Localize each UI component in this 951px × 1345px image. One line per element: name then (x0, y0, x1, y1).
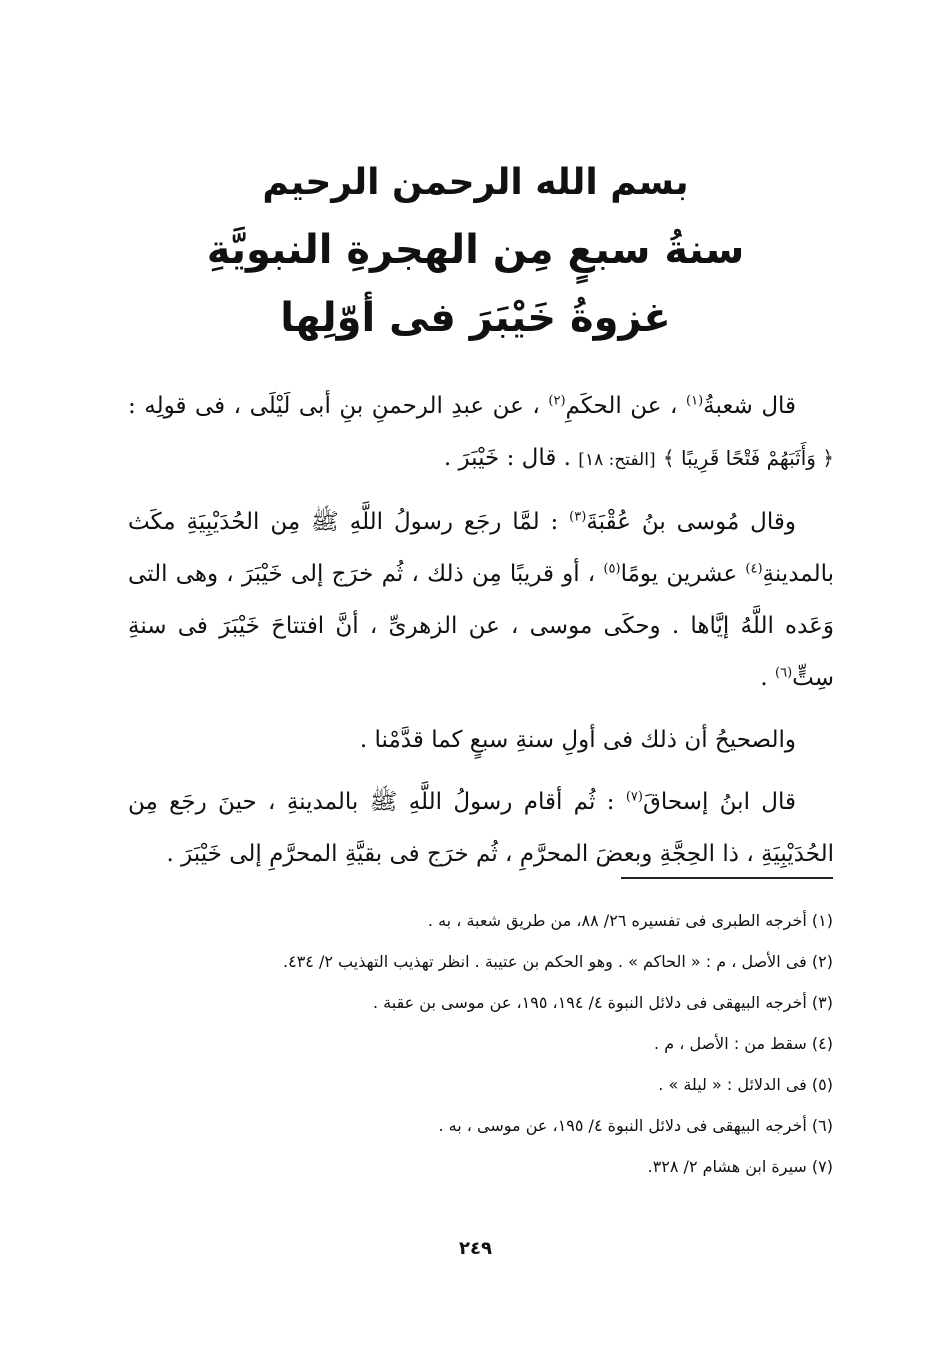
basmala-heading: بسم الله الرحمن الرحيم (262, 162, 689, 203)
footnote-1: (١) أخرجه الطبرى فى تفسيره ٢٦/ ٨٨، من طريق شعبة ، به . (427, 911, 833, 930)
paragraph-4-part-a: قال ابنُ إسحاقَ (642, 789, 797, 815)
page-number: ٢٤٩ (459, 1238, 492, 1259)
footnote-marker-1: (١) (686, 393, 704, 409)
paragraph-2 (128, 496, 834, 704)
paragraph-2-part-b: : لمَّا رجَع رسولُ اللَّهِ ﷺ مِن الحُدَيْبِيَةِ مكَث بالمدينةِ (128, 509, 834, 587)
paragraph-3: والصحيحُ أن ذلك فى أولِ سنةِ سبعٍ كما قدَّمْنا . (359, 727, 796, 753)
paragraph-1-part-c: ، عن عبدِ الرحمنِ بنِ أبى لَيْلَى ، فى قولِه : (128, 393, 540, 419)
footnote-marker-3: (٣) (569, 509, 587, 525)
paragraph-2-part-a: وقال مُوسى بنُ عُقْبَةَ (586, 509, 797, 535)
footnote-divider (621, 877, 833, 879)
paragraph-2-part-e: . (760, 665, 768, 691)
footnote-marker-7: (٧) (625, 789, 643, 805)
verse-reference: [الفتح: ١٨] (578, 450, 656, 470)
paragraph-1-part-a: قال شعبةُ (703, 393, 797, 419)
footnote-marker-6: (٦) (775, 665, 793, 681)
footnote-5: (٥) فى الدلائل : « ليلة » . (658, 1075, 833, 1094)
paragraph-4-part-b: : ثُم أقام رسولُ اللَّهِ ﷺ بالمدينةِ ، حينَ رجَع مِن الحُدَيْبِيَةِ ، ذا الحِجَّةِ وبعضَ المحرَّمِ ، ثُم خرَج فى بقيَّةِ المحرَّمِ إلى خَيْبَرَ . (128, 789, 834, 867)
footnote-2: (٢) فى الأصل ، م : « الحاكم » . وهو الحكم بن عتيبة . انظر تهذيب التهذيب ٢/ ٤٣٤. (283, 952, 833, 971)
headings (0, 150, 951, 352)
paragraph-2-part-d: ، أو قريبًا مِن ذلك ، ثُم خرَج إلى خَيْبَرَ ، وهى التى وَعَده اللَّهُ إيَّاها . وحكَى موسى ، عن الزهرىِّ ، أنَّ افتتاحَ خَيْبَرَ فى سنةِ سِتٍّ (128, 561, 834, 691)
footnote-4: (٤) سقط من : الأصل ، م . (654, 1034, 833, 1053)
footnote-marker-4: (٤) (745, 561, 763, 577)
footnote-marker-2: (٢) (548, 393, 566, 409)
paragraph-1-part-d: . قال : خَيْبَرَ . (443, 445, 571, 471)
footnote-marker-5: (٥) (603, 561, 621, 577)
footnote-3: (٣) أخرجه البيهقى فى دلائل النبوة ٤/ ١٩٤، ١٩٥، عن موسى بن عقبة . (372, 993, 833, 1012)
paragraph-1-part-b: ، عن الحكَمِ (565, 393, 678, 419)
year-heading: سنةُ سبعٍ مِن الهجرةِ النبويَّةِ (206, 227, 745, 273)
paragraph-2-part-c: عشرين يومًا (620, 561, 738, 587)
paragraph-4 (128, 776, 834, 880)
footnote-7: (٧) سيرة ابن هشام ٢/ ٣٢٨. (647, 1157, 833, 1176)
footnotes (113, 900, 833, 1187)
paragraph-1 (128, 380, 834, 486)
quran-verse: ﴿ وَأَثَبَهُمْ فَتْحًا قَرِيبًا ﴾ (662, 446, 834, 470)
main-text (128, 380, 834, 890)
battle-heading: غزوةُ خَيْبَرَ فى أوّلِها (280, 295, 671, 341)
footnote-6: (٦) أخرجه البيهقى فى دلائل النبوة ٤/ ١٩٥، عن موسى ، به . (438, 1116, 833, 1135)
